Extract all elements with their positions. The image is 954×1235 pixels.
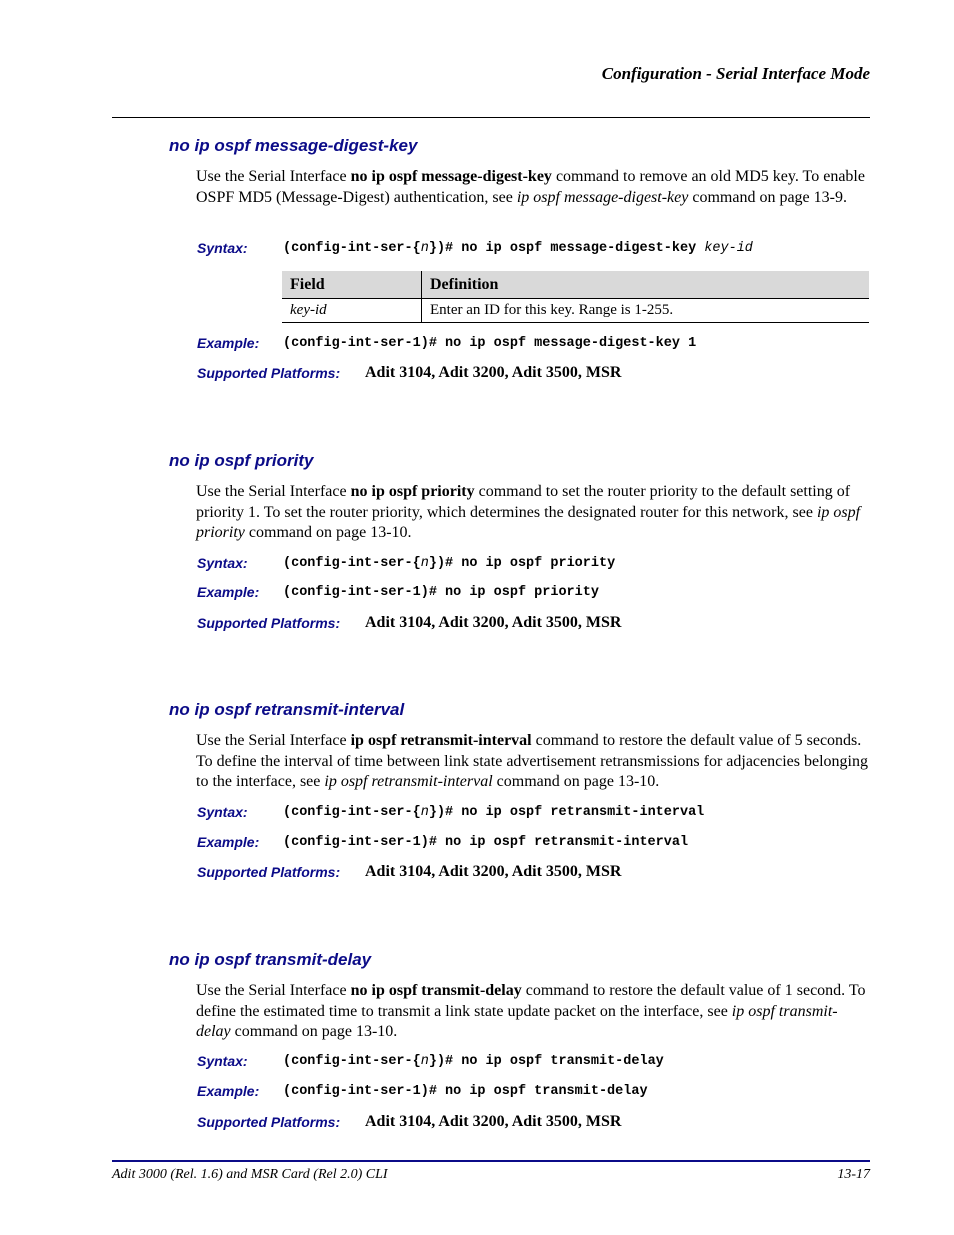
example-command: (config-int-ser-1)# no ip ospf message-digest-key 1 (283, 336, 697, 351)
platforms-label: Supported Platforms: (197, 365, 341, 381)
platforms-label: Supported Platforms: (197, 615, 341, 631)
table-header-field: Field (282, 271, 422, 299)
table-row (282, 299, 869, 323)
footer-divider (112, 1160, 870, 1162)
syntax-command: (config-int-ser-{n})# no ip ospf message-digest-key key-id (283, 241, 753, 256)
syntax-label: Syntax: (197, 1053, 248, 1069)
section-description: Use the Serial Interface no ip ospf priority command to set the router priority to the default setting of priority 1. To set the router priority, which determines the designated router for this network, see ip ospf priority command on page 13-10. (196, 483, 861, 541)
table-header-definition: Definition (422, 271, 870, 299)
syntax-label: Syntax: (197, 240, 248, 256)
table-cell-field: key-id (282, 299, 422, 323)
section-title: no ip ospf retransmit-interval (169, 700, 405, 719)
example-label: Example: (197, 335, 260, 351)
syntax-label: Syntax: (197, 804, 248, 820)
platforms-value: Adit 3104, Adit 3200, Adit 3500, MSR (365, 863, 622, 880)
example-label: Example: (197, 834, 260, 850)
section-description: Use the Serial Interface no ip ospf transmit-delay command to restore the default value of 1 second. To define the estimated time to transmit a link state update packet on the interface, see ip ospf transmit-delay command on page 13-10. (196, 982, 866, 1040)
platforms-label: Supported Platforms: (197, 864, 341, 880)
table-cell-definition: Enter an ID for this key. Range is 1-255. (422, 299, 870, 323)
table-header-row (282, 271, 869, 299)
section-title: no ip ospf priority (169, 451, 314, 470)
platforms-value: Adit 3104, Adit 3200, Adit 3500, MSR (365, 614, 622, 631)
syntax-command: (config-int-ser-{n})# no ip ospf retransmit-interval (283, 805, 705, 820)
example-label: Example: (197, 584, 260, 600)
footer-page-number: 13-17 (837, 1167, 870, 1182)
footer-document-title: Adit 3000 (Rel. 1.6) and MSR Card (Rel 2.0) CLI (112, 1167, 388, 1182)
field-definition-table (282, 271, 869, 323)
example-label: Example: (197, 1083, 260, 1099)
syntax-label: Syntax: (197, 555, 248, 571)
header-divider (112, 117, 870, 118)
section-title: no ip ospf transmit-delay (169, 950, 372, 969)
syntax-command: (config-int-ser-{n})# no ip ospf transmit-delay (283, 1054, 664, 1069)
syntax-command: (config-int-ser-{n})# no ip ospf priority (283, 556, 616, 571)
example-command: (config-int-ser-1)# no ip ospf priority (283, 585, 599, 600)
example-command: (config-int-ser-1)# no ip ospf retransmit-interval (283, 835, 689, 850)
platforms-label: Supported Platforms: (197, 1114, 341, 1130)
page-header-title: Configuration - Serial Interface Mode (601, 64, 870, 83)
section-description: Use the Serial Interface ip ospf retransmit-interval command to restore the default value of 5 seconds. To define the interval of time between link state advertisement retransmissions for adjacencies belonging to the interface, see ip ospf retransmit-interval command on page 13-10. (196, 732, 868, 790)
section-title: no ip ospf message-digest-key (169, 136, 418, 155)
section-description: Use the Serial Interface no ip ospf message-digest-key command to remove an old MD5 key. To enable OSPF MD5 (Message-Digest) authentication, see ip ospf message-digest-key command on page 13-9. (196, 168, 865, 206)
platforms-value: Adit 3104, Adit 3200, Adit 3500, MSR (365, 364, 622, 381)
platforms-value: Adit 3104, Adit 3200, Adit 3500, MSR (365, 1113, 622, 1130)
example-command: (config-int-ser-1)# no ip ospf transmit-delay (283, 1084, 648, 1099)
